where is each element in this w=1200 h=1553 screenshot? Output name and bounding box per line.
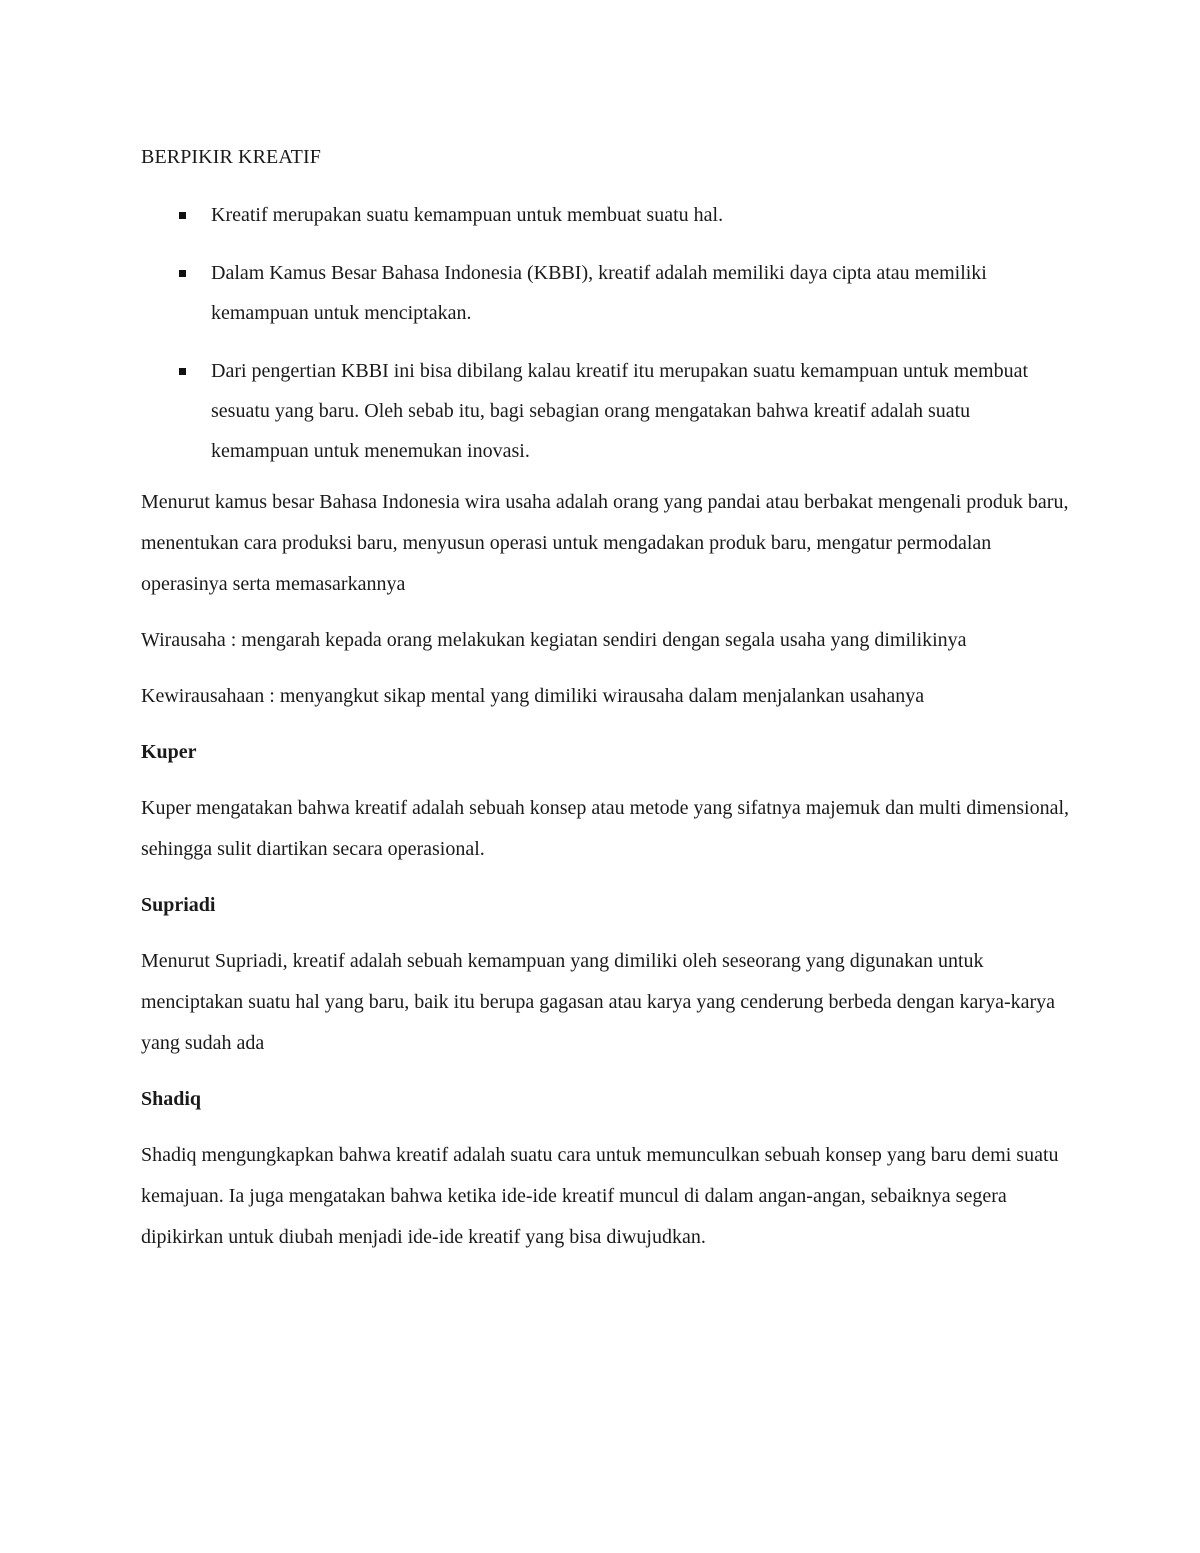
bullet-text: Dari pengertian KBBI ini bisa dibilang kalau kreatif itu merupakan suatu kemampuan untuk membuat sesuatu yang baru. Oleh sebab itu, bagi sebagian orang mengatakan bahwa kreatif adalah suatu kemampuan untuk menemukan inovasi. xyxy=(211,360,1029,462)
square-bullet-icon xyxy=(179,212,186,219)
square-bullet-icon xyxy=(179,270,186,277)
bullet-item xyxy=(141,195,1061,235)
section-text-kuper: Kuper mengatakan bahwa kreatif adalah sebuah konsep atau metode yang sifatnya majemuk dan multi dimensional, sehingga sulit diartikan secara operasional. xyxy=(141,797,1070,860)
section-heading-kuper: Kuper xyxy=(141,741,197,763)
paragraph-wirausaha: Wirausaha : mengarah kepada orang melakukan kegiatan sendiri dengan segala usaha yang dimilikinya xyxy=(141,629,967,651)
section-text-supriadi: Menurut Supriadi, kreatif adalah sebuah kemampuan yang dimiliki oleh seseorang yang digunakan untuk menciptakan suatu hal yang baru, baik itu berupa gagasan atau karya yang cenderung berbeda dengan karya-karya yang sudah ada xyxy=(141,950,1056,1054)
bullet-list xyxy=(141,195,1061,489)
section-heading-supriadi: Supriadi xyxy=(141,894,216,916)
bullet-item xyxy=(141,351,1061,471)
document-title: BERPIKIR KREATIF xyxy=(141,146,321,168)
square-bullet-icon xyxy=(179,368,186,375)
section-text-shadiq: Shadiq mengungkapkan bahwa kreatif adalah suatu cara untuk memunculkan sebuah konsep yang baru demi suatu kemajuan. Ia juga mengatakan bahwa ketika ide-ide kreatif muncul di dalam angan-angan, sebaiknya segera dipikirkan untuk diubah menjadi ide-ide kreatif yang bisa diwujudkan. xyxy=(141,1144,1059,1248)
bullet-text: Kreatif merupakan suatu kemampuan untuk membuat suatu hal. xyxy=(211,204,724,226)
paragraph-kewirausahaan: Kewirausahaan : menyangkut sikap mental yang dimiliki wirausaha dalam menjalankan usahanya xyxy=(141,685,925,707)
section-heading-shadiq: Shadiq xyxy=(141,1088,202,1110)
bullet-item xyxy=(141,253,1061,333)
paragraph-wirausaha-definition: Menurut kamus besar Bahasa Indonesia wira usaha adalah orang yang pandai atau berbakat mengenali produk baru, menentukan cara produksi baru, menyusun operasi untuk mengadakan produk baru, mengatur permodalan operasinya serta memasarkannya xyxy=(141,491,1069,595)
bullet-text: Dalam Kamus Besar Bahasa Indonesia (KBBI), kreatif adalah memiliki daya cipta atau memiliki kemampuan untuk menciptakan. xyxy=(211,262,987,324)
document-body xyxy=(141,482,1071,1273)
